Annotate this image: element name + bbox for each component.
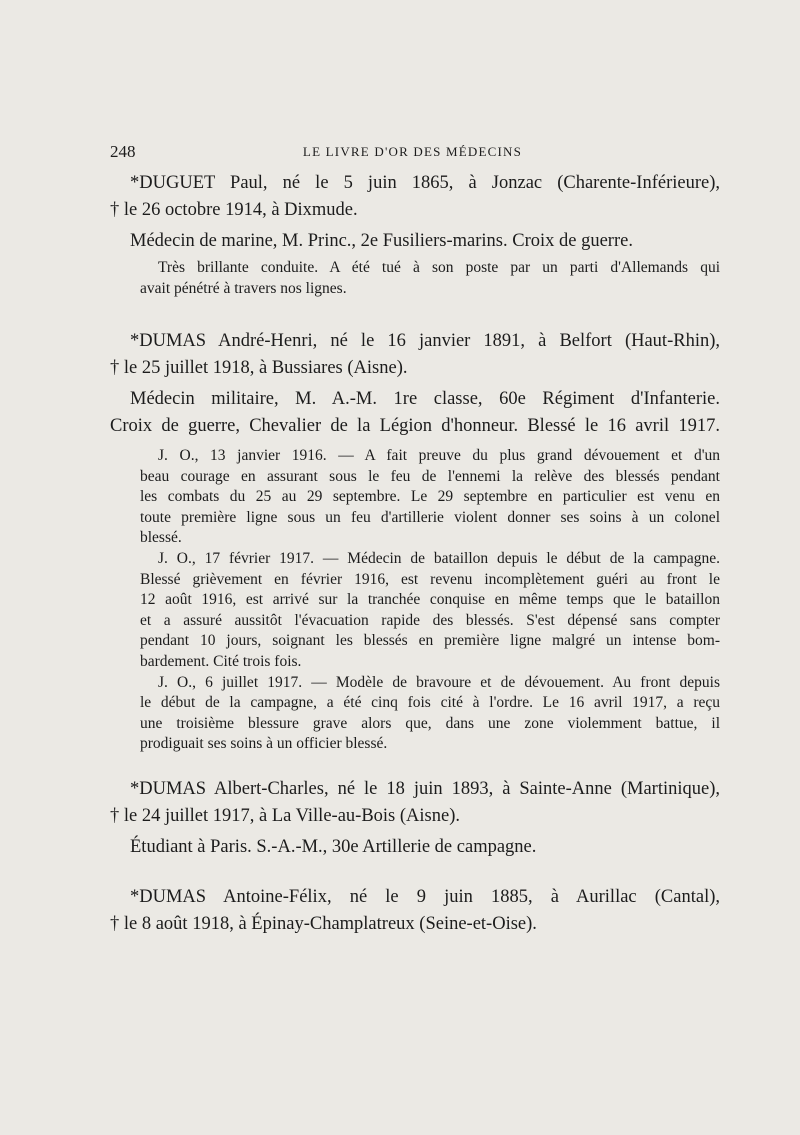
service-line: Étudiant à Paris. S.-A.-M., 30e Artillerie de campagne. — [130, 837, 537, 857]
citation-line: blessé. — [140, 529, 182, 547]
citation-line: beau courage en assurant sous le feu de l'ennemi la relève des blessés pendant — [140, 467, 720, 485]
service-line: Croix de guerre, Chevalier de la Légion d'honneur. Blessé le 16 avril 1917. — [110, 416, 720, 436]
citation — [140, 446, 720, 549]
citation-line: une troisième blessure grave alors que, dans une zone violemment battue, il — [140, 714, 720, 732]
citation-line: avait pénétré à travers nos lignes. — [140, 279, 347, 297]
entry-line: † le 26 octobre 1914, à Dixmude. — [110, 200, 358, 220]
entry-dumas-antoine-felix — [110, 884, 720, 938]
citation-line: 12 août 1916, est arrivé sur la tranchée conquise en même temps que le bataillon — [140, 591, 720, 609]
entry-dumas-andre-henri — [110, 328, 720, 440]
citation-line: Blessé grièvement en février 1916, est revenu incomplètement guéri au front le — [140, 570, 720, 588]
citation-line: les combats du 25 au 29 septembre. Le 29 septembre en particulier est venu en — [140, 488, 720, 506]
page-number: 248 — [110, 142, 136, 161]
citation-line: et a assuré aussitôt l'évacuation rapide des blessés. S'est dépensé sans compter — [140, 611, 720, 629]
citation-line: J. O., 13 janvier 1916. — A fait preuve du plus grand dévouement et d'un — [158, 447, 720, 464]
citation-block — [140, 258, 720, 299]
citation-line: le début de la campagne, a été cinq fois cité à l'ordre. Le 16 avril 1917, a reçu — [140, 694, 720, 712]
citation-line: bardement. Cité trois fois. — [140, 652, 302, 670]
citation-line: pendant 10 jours, soignant les blessés en première ligne malgré un intense bom- — [140, 632, 720, 650]
running-title: LE LIVRE D'OR DES MÉDECINS — [302, 144, 523, 159]
page-header — [110, 142, 715, 162]
entry-line: † le 8 août 1918, à Épinay-Champlatreux (Seine-et-Oise). — [110, 914, 537, 934]
service-line: Médecin de marine, M. Princ., 2e Fusiliers-marins. Croix de guerre. — [130, 231, 633, 251]
entry-dumas-albert-charles — [110, 776, 720, 861]
citation-line: J. O., 17 février 1917. — Médecin de bataillon depuis le début de la campagne. — [158, 549, 720, 567]
citation — [140, 549, 720, 673]
entry-duguet — [110, 170, 720, 255]
citation-line: toute première ligne sous un feu d'artillerie violent donner ses soins à un colonel — [140, 508, 720, 526]
entry-line: † le 24 juillet 1917, à La Ville-au-Bois (Aisne). — [110, 806, 460, 826]
citation-line: prodiguait ses soins à un officier blessé. — [140, 735, 388, 753]
entry-line: *DUMAS André-Henri, né le 16 janvier 1891, à Belfort (Haut-Rhin), — [130, 331, 720, 351]
entry-line: † le 25 juillet 1918, à Bussiares (Aisne). — [110, 358, 408, 378]
citation — [140, 673, 720, 755]
citation-block — [140, 446, 720, 755]
entry-line: *DUGUET Paul, né le 5 juin 1865, à Jonzac (Charente-Inférieure), — [130, 173, 720, 193]
citation — [140, 258, 720, 299]
citation-line: Très brillante conduite. A été tué à son poste par un parti d'Allemands qui — [158, 259, 720, 276]
citation-line: J. O., 6 juillet 1917. — Modèle de bravoure et de dévouement. Au front depuis — [158, 673, 720, 691]
entry-line: *DUMAS Albert-Charles, né le 18 juin 1893, à Sainte-Anne (Martinique), — [130, 779, 720, 799]
entry-line: *DUMAS Antoine-Félix, né le 9 juin 1885, à Aurillac (Cantal), — [130, 887, 720, 907]
service-line: Médecin militaire, M. A.-M. 1re classe, 60e Régiment d'Infanterie. — [130, 389, 720, 409]
